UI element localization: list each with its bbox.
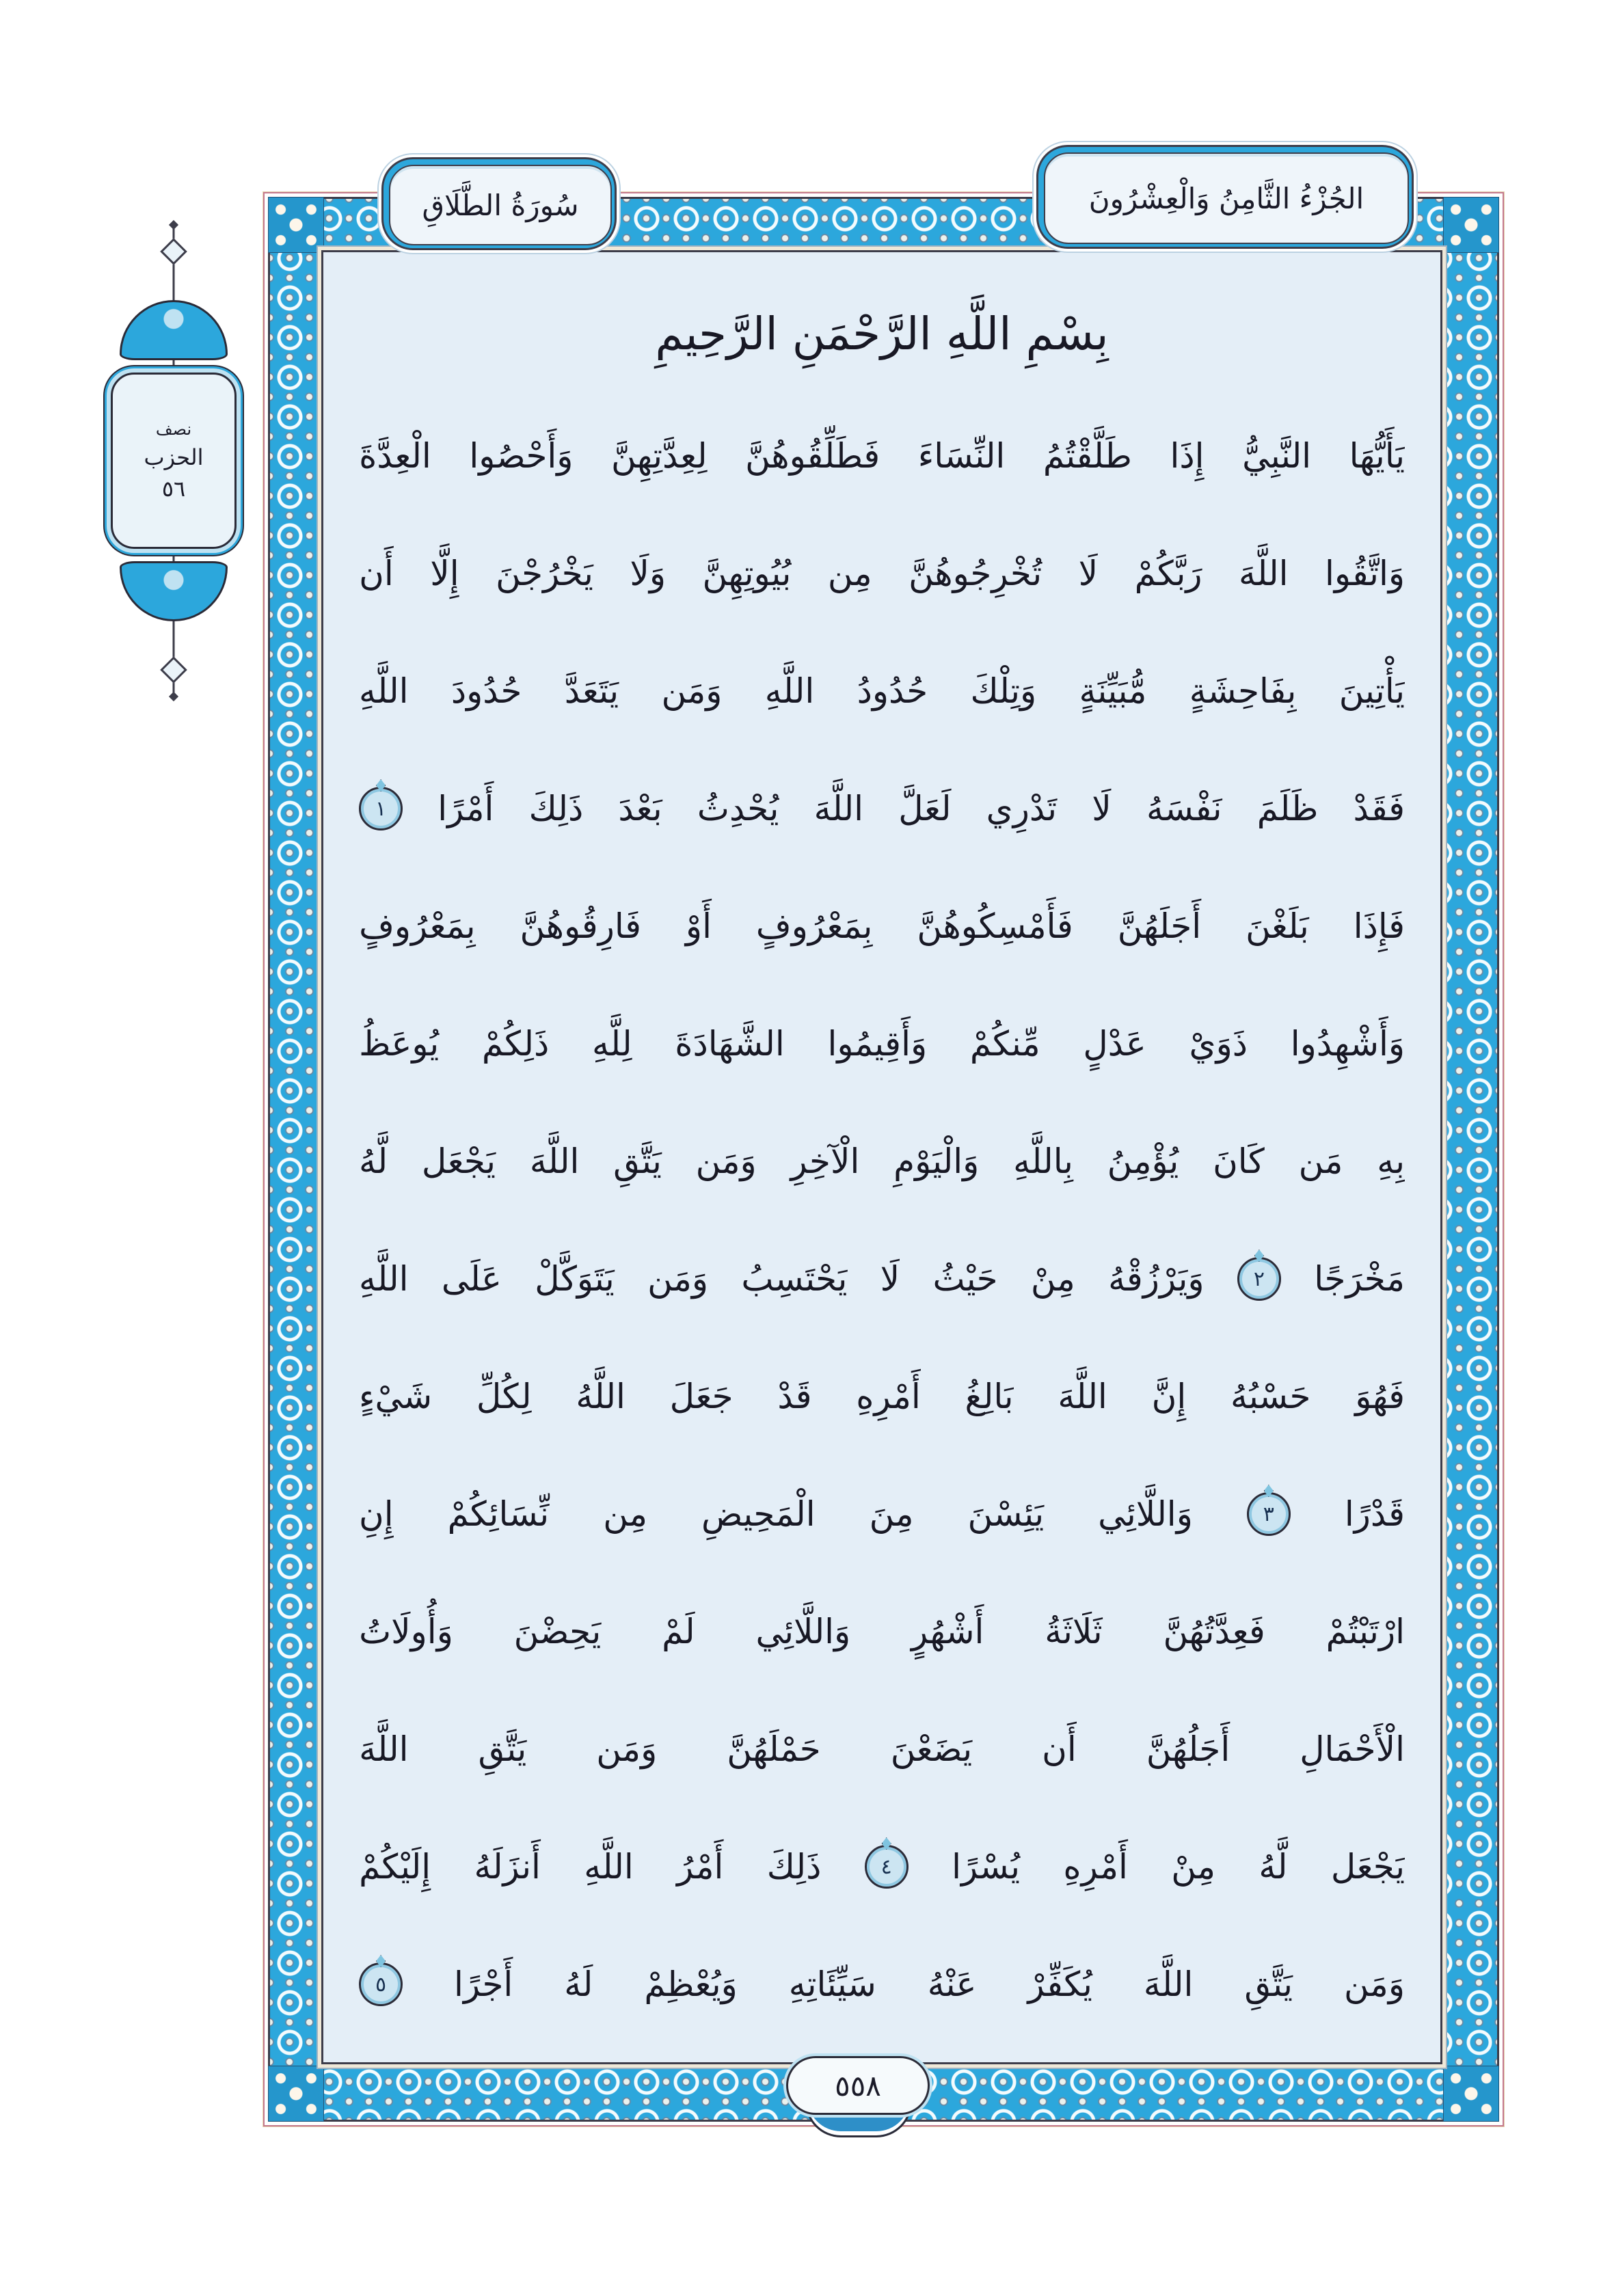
quran-word: ظَلَمَ [1256,789,1319,828]
surah-name-inner [389,165,612,245]
quran-word: النِّسَاءَ [917,436,1006,476]
quran-word: تَدْرِي [986,789,1058,828]
quran-line [359,515,1405,632]
quran-word: عَلَى [441,1259,502,1299]
quran-word: ذَوَيْ [1189,1024,1248,1064]
quran-line [359,1573,1405,1690]
juz-title-label: الجُزْءُ الثَّامِنُ وَالْعِشْرُونَ [1088,181,1364,215]
quran-word: لِلَّهِ [591,1024,632,1064]
page-number-tab [786,2056,930,2115]
quran-word: أَن [1042,1729,1077,1769]
quran-line [359,750,1405,867]
quran-word: حَسْبُهُ [1230,1377,1311,1416]
quran-word: طَلَّقْتُمُ [1042,436,1132,476]
quran-word: شَيْءٍ [359,1377,433,1416]
quran-word: وَاتَّقُوا [1325,554,1405,593]
quran-word: الْعِدَّةَ [359,436,431,476]
quran-word: أَشْهُرٍ [911,1612,984,1651]
quran-word: يَأْتِينَ [1338,671,1405,711]
quran-line [359,1926,1405,2043]
quran-word: وَمَن [596,1729,658,1769]
quran-word: لِعِدَّتِهِنَّ [610,436,708,476]
quran-word: وَأَحْصُوا [469,436,574,476]
diamond-finial-icon [160,238,187,265]
quran-word: قَدْ [777,1377,812,1416]
verse-number-badge: ٥ [359,1962,403,2006]
quran-word: بَلَغْنَ [1246,906,1309,946]
quran-word: مِنَ [869,1494,914,1534]
quran-word: بِاللَّهِ [1013,1142,1073,1181]
juz-title-cartouche [1036,145,1414,249]
quran-word: اللَّهِ [764,671,815,711]
quran-word: اللَّهَ [529,1142,580,1181]
medallion-crown-icon [120,561,228,621]
quran-word: وَمَن [661,671,723,711]
quran-word: يَحِضْنَ [513,1612,602,1651]
quran-word: يُحْدِثُ [697,789,779,828]
quran-word: إِلَّا [430,554,459,593]
quran-word: نَفْسَهُ [1146,789,1222,828]
quran-word: أَوْ [685,906,712,946]
quran-word: وَلَا [630,554,667,593]
quran-word: أَجَلَهُنَّ [1117,906,1202,946]
quran-word: يَجْعَل [421,1142,496,1181]
quran-line [359,1808,1405,1926]
quran-word: يَضَعْنَ [890,1729,973,1769]
quran-word: بِفَاحِشَةٍ [1189,671,1297,711]
quran-word: أَجْرًا [454,1964,513,2004]
quran-word: اللَّهِ [584,1847,634,1887]
quran-word: وَمَن [647,1259,709,1299]
quran-word: اللَّهَ [359,1729,409,1769]
quran-word: يَجْعَل [1330,1847,1405,1887]
hizb-label-word: الحزب [144,444,204,470]
quran-line [359,1103,1405,1220]
quran-word: جَعَلَ [669,1377,734,1416]
quran-word: وَاللَّائِي [1098,1494,1193,1534]
quran-line [359,397,1405,515]
verse-number-badge: ٤ [865,1845,909,1889]
quran-word: يُوعَظُ [359,1024,440,1064]
quran-word: ثَلَاثَةُ [1045,1612,1103,1651]
quran-word: وَيُعْظِمْ [644,1964,738,2004]
ornament-tip-icon [169,692,178,701]
quran-word: الشَّهَادَةَ [675,1024,785,1064]
hizb-number: ٥٦ [161,476,186,502]
quran-word: وَالْيَوْمِ [893,1142,980,1181]
quran-line [359,985,1405,1103]
quran-word: ذَلِكَ [766,1847,822,1887]
quran-word: ذَلِكَ [528,789,584,828]
quran-word: اللَّهُ [576,1377,625,1416]
quran-word: وَاللَّائِي [755,1612,851,1651]
quran-line [359,632,1405,750]
quran-word: وَأَقِيمُوا [827,1024,928,1064]
quran-word: اللَّهَ [1058,1377,1107,1416]
quran-word: النَّبِيُّ [1242,436,1312,476]
corner-rosette-icon [1443,197,1499,253]
quran-line [359,1220,1405,1338]
quran-word: يَتَوَكَّلْ [535,1259,615,1299]
quran-word: يُكَفِّرْ [1027,1964,1092,2004]
quran-word: لَّهُ [1259,1847,1288,1887]
quran-word: مِّنكُمْ [969,1024,1040,1064]
quran-word: يَتَّقِ [1244,1964,1293,2004]
surah-name-cartouche [381,157,617,250]
verse-number-badge: ١ [359,787,403,830]
quran-word: اللَّهَ [813,789,864,828]
quran-word: لَّهُ [359,1142,388,1181]
quran-word: فَإِذَا [1353,906,1405,946]
quran-word: أَن [359,554,394,593]
bismillah: بِسْمِ اللَّهِ الرَّحْمَنِ الرَّحِيمِ [655,307,1109,360]
corner-rosette-icon [268,2066,324,2122]
quran-word: تُخْرِجُوهُنَّ [909,554,1042,593]
quran-word: بُيُوتِهِنَّ [702,554,792,593]
quran-word: الْأَحْمَالِ [1300,1729,1405,1769]
quran-word: نِّسَائِكُمْ [447,1494,550,1534]
quran-word: وَمَن [695,1142,757,1181]
quran-word: اللَّهِ [359,1259,409,1299]
quran-word: وَأُولَاتُ [359,1612,453,1651]
quran-word: مُّبَيِّنَةٍ [1079,671,1147,711]
quran-word: الْآخِرِ [790,1142,860,1181]
quran-word: مِنْ [1171,1847,1216,1887]
quran-word: يَأَيُّهَا [1349,436,1405,476]
quran-word: بِهِ [1377,1142,1405,1181]
quran-word: وَمَن [1344,1964,1405,2004]
hizb-label-half: نصف [155,420,192,439]
quran-word: أَنزَلَهُ [474,1847,541,1887]
quran-word: بِمَعْرُوفٍ [755,906,873,946]
quran-word: اللَّهَ [1143,1964,1194,2004]
verse-number-badge: ٢ [1237,1257,1281,1301]
quran-word: فَعِدَّتُهُنَّ [1163,1612,1265,1651]
quran-word: يَتَّقِ [613,1142,662,1181]
quran-word: حَمْلَهُنَّ [727,1729,821,1769]
quran-word: ذَلِكُمْ [481,1024,550,1064]
quran-word: رَبَّكُمْ [1134,554,1202,593]
corner-rosette-icon [268,197,324,253]
diamond-finial-icon [160,656,187,684]
verse-number-badge: ٣ [1247,1492,1291,1536]
quran-word: مَخْرَجًا [1314,1259,1405,1299]
quran-word: يَتَّقِ [478,1729,527,1769]
quran-word: مِن [603,1494,648,1534]
quran-word: إِنَّ [1151,1377,1187,1416]
quran-word: سَيِّئَاتِهِ [788,1964,876,2004]
quran-word: كَانَ [1213,1142,1265,1181]
quran-word: يُسْرًا [952,1847,1021,1887]
hizb-marker-ornament [94,224,253,697]
quran-word: حُدُودَ [450,671,522,711]
medallion-crown-icon [120,300,228,360]
quran-word: لَهُ [564,1964,593,2004]
quran-word: إِلَيْكُمْ [359,1847,431,1887]
quran-word: لَا [880,1259,900,1299]
quran-word: وَيَرْزُقْهُ [1108,1259,1205,1299]
quran-word: لَا [1092,789,1112,828]
quran-word: اللَّهِ [359,671,409,711]
hizb-medallion-body [111,373,237,549]
quran-word: يَحْتَسِبُ [741,1259,848,1299]
quran-word: الْمَحِيضِ [701,1494,816,1534]
quran-word: فَأَمْسِكُوهُنَّ [917,906,1073,946]
quran-word: عَنْهُ [927,1964,977,2004]
quran-word: ارْتَبْتُمْ [1326,1612,1405,1651]
quran-word: لَمْ [662,1612,695,1651]
quran-word: فَطَلِّقُوهُنَّ [745,436,880,476]
surah-name-label: سُورَةُ الطَّلَاقِ [422,188,579,222]
ornament-tip-icon [169,220,178,230]
quran-word: قَدْرًا [1344,1494,1405,1534]
text-area [321,250,1442,2064]
juz-title-inner [1044,152,1409,244]
quran-word: اللَّهَ [1239,554,1289,593]
hizb-medallion [100,300,247,621]
quran-word: أَجَلُهُنَّ [1146,1729,1230,1769]
quran-word: بِمَعْرُوفٍ [359,906,476,946]
page-number: ٥٥٨ [835,2068,881,2103]
quran-word: يُؤْمِنُ [1107,1142,1179,1181]
quran-word: أَمْرُ [677,1847,724,1887]
quran-line [359,1455,1405,1573]
quran-word: فَارِقُوهُنَّ [520,906,641,946]
quran-word: فَهُوَ [1355,1377,1405,1416]
quran-word: حَيْثُ [932,1259,998,1299]
quran-word: وَتِلْكَ [970,671,1037,711]
quran-word: مِنْ [1030,1259,1075,1299]
quran-word: أَمْرِهِ [856,1377,921,1416]
quran-word: عَدْلٍ [1083,1024,1146,1064]
quran-line [359,1690,1405,1808]
quran-word: لِكُلِّ [476,1377,532,1416]
quran-word: لَا [1078,554,1099,593]
quran-word: وَأَشْهِدُوا [1290,1024,1405,1064]
quran-word: بَالِغُ [965,1377,1014,1416]
quran-word: بَعْدَ [618,789,662,828]
quran-word: مَن [1298,1142,1343,1181]
quran-lines [359,397,1405,2053]
quran-word: يَئِسْنَ [967,1494,1045,1534]
quran-word: أَمْرِهِ [1063,1847,1128,1887]
quran-word: إِنِ [359,1494,394,1534]
quran-word: يَتَعَدَّ [564,671,619,711]
quran-word: لَعَلَّ [898,789,952,828]
corner-rosette-icon [1443,2066,1499,2122]
quran-word: يَخْرُجْنَ [496,554,593,593]
quran-word: إِذَا [1170,436,1205,476]
quran-word: مِن [827,554,872,593]
quran-line [359,1338,1405,1455]
quran-word: أَمْرًا [438,789,494,828]
quran-word: حُدُودُ [857,671,928,711]
quran-line [359,867,1405,985]
quran-word: فَقَدْ [1353,789,1405,828]
